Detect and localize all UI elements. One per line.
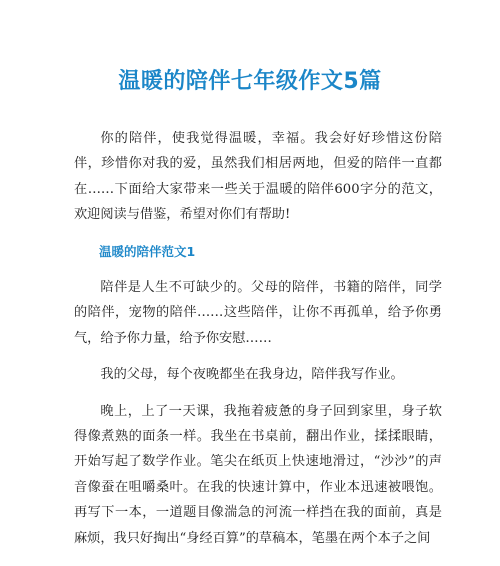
body-paragraph-2: 我的父母，每个夜晚都坐在我身边，陪伴我写作业。 [100,367,404,383]
document-title: 温暖的陪伴七年级作文5篇 [118,69,382,94]
body-paragraph-3: 晚上，上了一天课，我拖着疲惫的身子回到家里，身子软得像煮熟的面条一样。我坐在书桌前，翻出作业，揉揉眼睛，开始写起了数学作业。笔尖在纸页上快速地滑过，“沙沙”的声音像蚕在咀嚼桑叶。在我的快速计算中，作业本迅速被喂饱。再写下一本，一道题目像湍急的河流一样挡在我的面前，真是麻烦，我只好掏出“身经百算”的草稿本，笔墨在两个本子之间 [74,403,442,546]
intro-paragraph: 你的陪伴，使我觉得温暖，幸福。我会好好珍惜这份陪伴，珍惜你对我的爱，虽然我们相居两地，但爱的陪伴一直都在……下面给大家带来一些关于温暖的陪伴600字分的范文，欢迎阅读与借鉴，希望对你们有帮助! [74,131,442,223]
document-body [74,126,442,562]
section-subheading: 温暖的陪伴范文1 [99,243,196,259]
body-paragraph-1: 陪伴是人生不可缺少的。父母的陪伴，书籍的陪伴，同学的陪伴，宠物的陪伴……这些陪伴，让你不再孤单，给予你勇气，给予你力量，给予你安慰…… [74,280,442,346]
